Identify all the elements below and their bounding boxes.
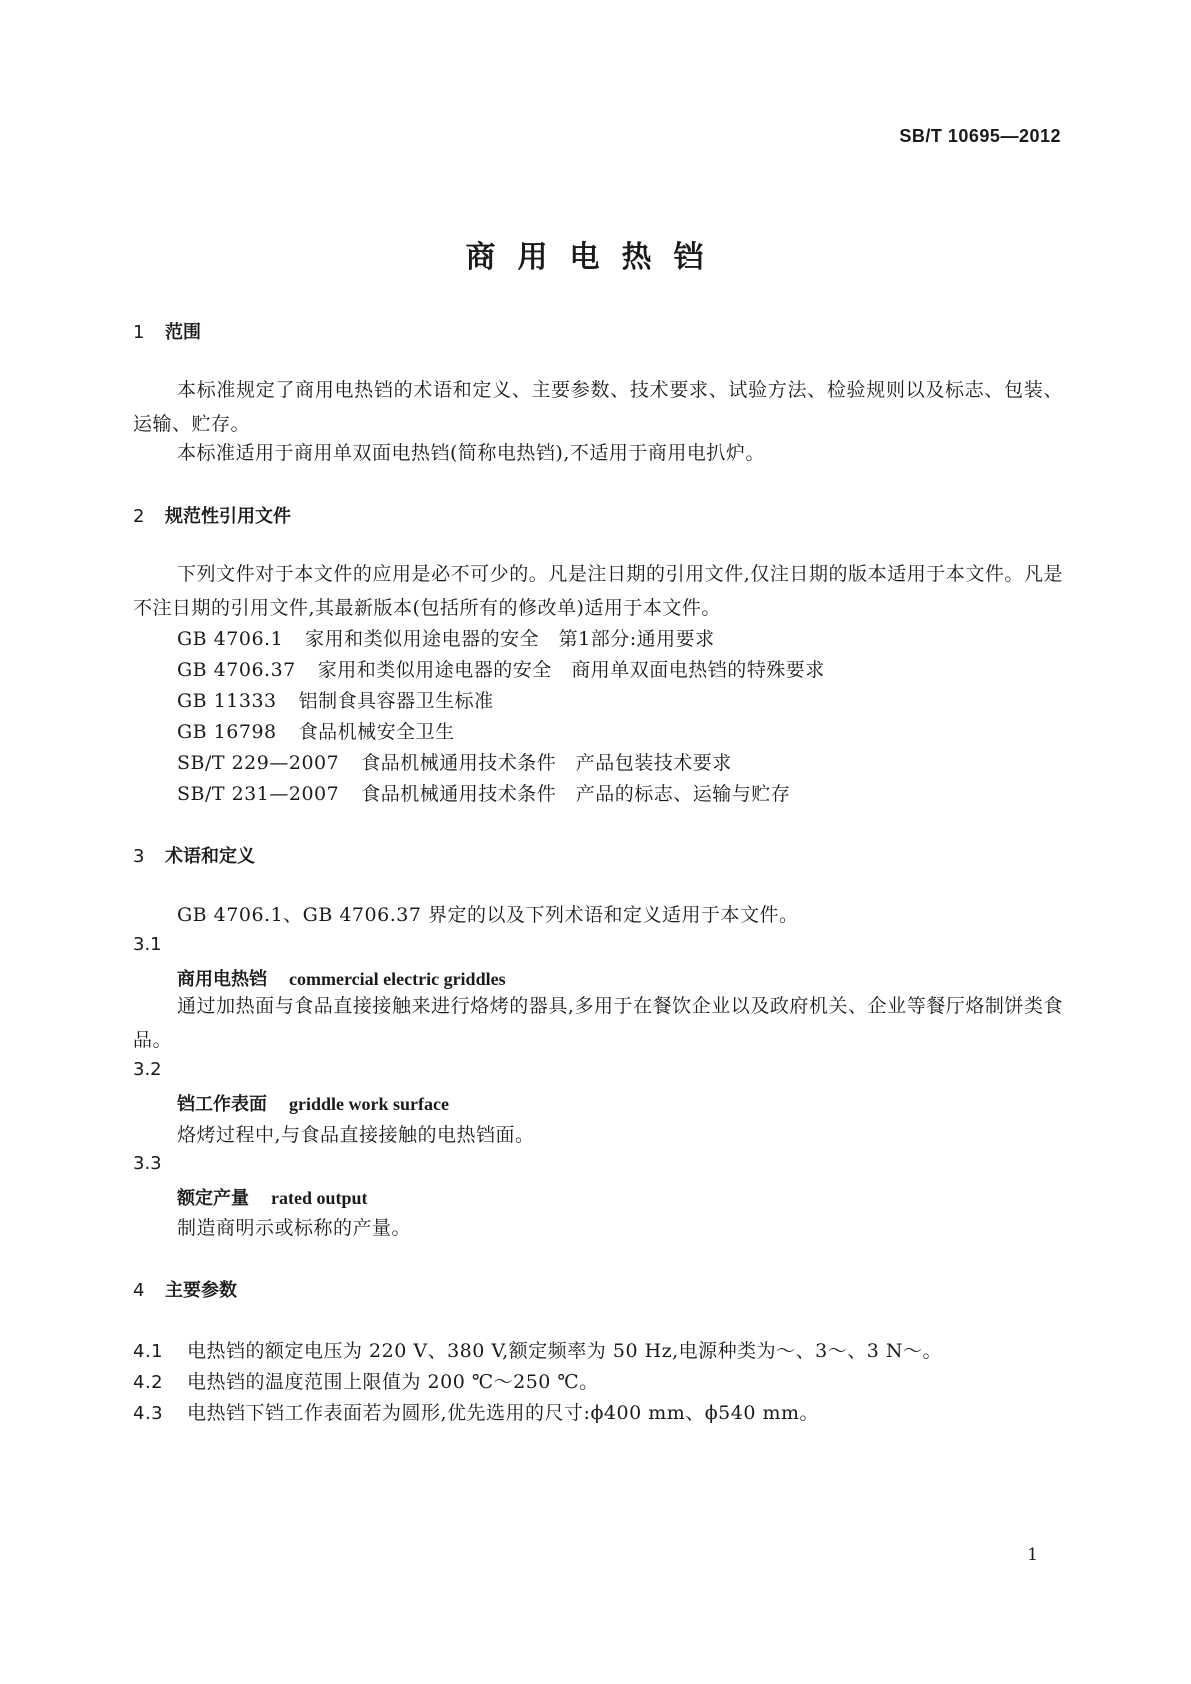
- reference-code: GB 4706.37: [177, 659, 296, 681]
- standard-code: SB/T 10695—2012: [899, 126, 1061, 146]
- term-name-cn: 铛工作表面: [177, 1094, 267, 1115]
- document-title: 商用电热铛: [465, 240, 726, 275]
- clause-item: [133, 1367, 599, 1394]
- term-number: 3.2: [133, 1059, 162, 1080]
- section-1-paragraph-2: 本标准适用于商用单双面电热铛(简称电热铛),不适用于商用电扒炉。: [177, 442, 765, 464]
- section-2-intro: 下列文件对于本文件的应用是必不可少的。凡是注日期的引用文件,仅注日期的版本适用于本文件。凡是不注日期的引用文件,其最新版本(包括所有的修改单)适用于本文件。: [133, 563, 1063, 619]
- clause-number: 4.2: [133, 1372, 164, 1393]
- section-number: 4: [133, 1280, 145, 1301]
- section-3-intro: GB 4706.1、GB 4706.37 界定的以及下列术语和定义适用于本文件。: [177, 904, 799, 926]
- reference-item: [177, 655, 825, 682]
- reference-item: [177, 717, 455, 744]
- section-number: 3: [133, 846, 145, 867]
- term-heading: [177, 1090, 449, 1116]
- reference-code: SB/T 231—2007: [177, 783, 340, 805]
- term-name-cn: 额定产量: [177, 1188, 249, 1209]
- reference-title: 家用和类似用途电器的安全 商用单双面电热铛的特殊要求: [317, 659, 825, 681]
- term-definition: 制造商明示或标称的产量。: [177, 1217, 412, 1239]
- page-number: 1: [1027, 1545, 1038, 1565]
- term-number: 3.1: [133, 934, 162, 955]
- reference-title: 食品机械安全卫生: [298, 721, 455, 743]
- reference-title: 家用和类似用途电器的安全 第1部分:通用要求: [305, 628, 715, 650]
- reference-item: [177, 748, 732, 775]
- reference-code: SB/T 229—2007: [177, 752, 340, 774]
- section-number: 2: [133, 506, 145, 527]
- term-number: 3.3: [133, 1153, 162, 1174]
- clause-text: 电热铛下铛工作表面若为圆形,优先选用的尺寸:ϕ400 mm、ϕ540 mm。: [187, 1402, 820, 1424]
- reference-title: 食品机械通用技术条件 产品的标志、运输与贮存: [361, 783, 791, 805]
- term-name-en: rated output: [271, 1188, 368, 1208]
- clause-number: 4.1: [133, 1341, 164, 1362]
- clause-number: 4.3: [133, 1403, 164, 1424]
- section-title: 规范性引用文件: [165, 506, 291, 527]
- section-title: 术语和定义: [165, 846, 255, 867]
- term-heading: [177, 965, 506, 991]
- reference-code: GB 11333: [177, 690, 277, 712]
- clause-item: [133, 1336, 942, 1363]
- reference-title: 食品机械通用技术条件 产品包装技术要求: [361, 752, 732, 774]
- reference-item: [177, 779, 790, 806]
- term-name-en: griddle work surface: [289, 1094, 449, 1114]
- clause-text: 电热铛的温度范围上限值为 200 ℃～250 ℃。: [187, 1371, 599, 1393]
- term-definition: 通过加热面与食品直接接触来进行烙烤的器具,多用于在餐饮企业以及政府机关、企业等餐厅烙制饼类食品。: [133, 995, 1063, 1051]
- reference-title: 铝制食具容器卫生标准: [298, 690, 494, 712]
- section-4-heading: [133, 1276, 237, 1302]
- section-3-heading: [133, 842, 255, 868]
- section-1-paragraph-1: 本标准规定了商用电热铛的术语和定义、主要参数、技术要求、试验方法、检验规则以及标志、包装、运输、贮存。: [133, 379, 1063, 435]
- reference-item: [177, 624, 715, 651]
- reference-code: GB 16798: [177, 721, 277, 743]
- clause-text: 电热铛的额定电压为 220 V、380 V,额定频率为 50 Hz,电源种类为～、3～、3 N～。: [187, 1340, 943, 1362]
- term-heading: [177, 1184, 368, 1210]
- term-name-cn: 商用电热铛: [177, 969, 267, 990]
- reference-item: [177, 686, 494, 713]
- section-title: 范围: [165, 322, 201, 343]
- section-title: 主要参数: [165, 1280, 237, 1301]
- clause-item: [133, 1398, 819, 1425]
- section-1-heading: [133, 318, 201, 344]
- reference-code: GB 4706.1: [177, 628, 284, 650]
- term-definition: 烙烤过程中,与食品直接接触的电热铛面。: [177, 1124, 535, 1146]
- section-number: 1: [133, 322, 145, 343]
- section-2-heading: [133, 502, 291, 528]
- term-name-en: commercial electric griddles: [289, 969, 506, 989]
